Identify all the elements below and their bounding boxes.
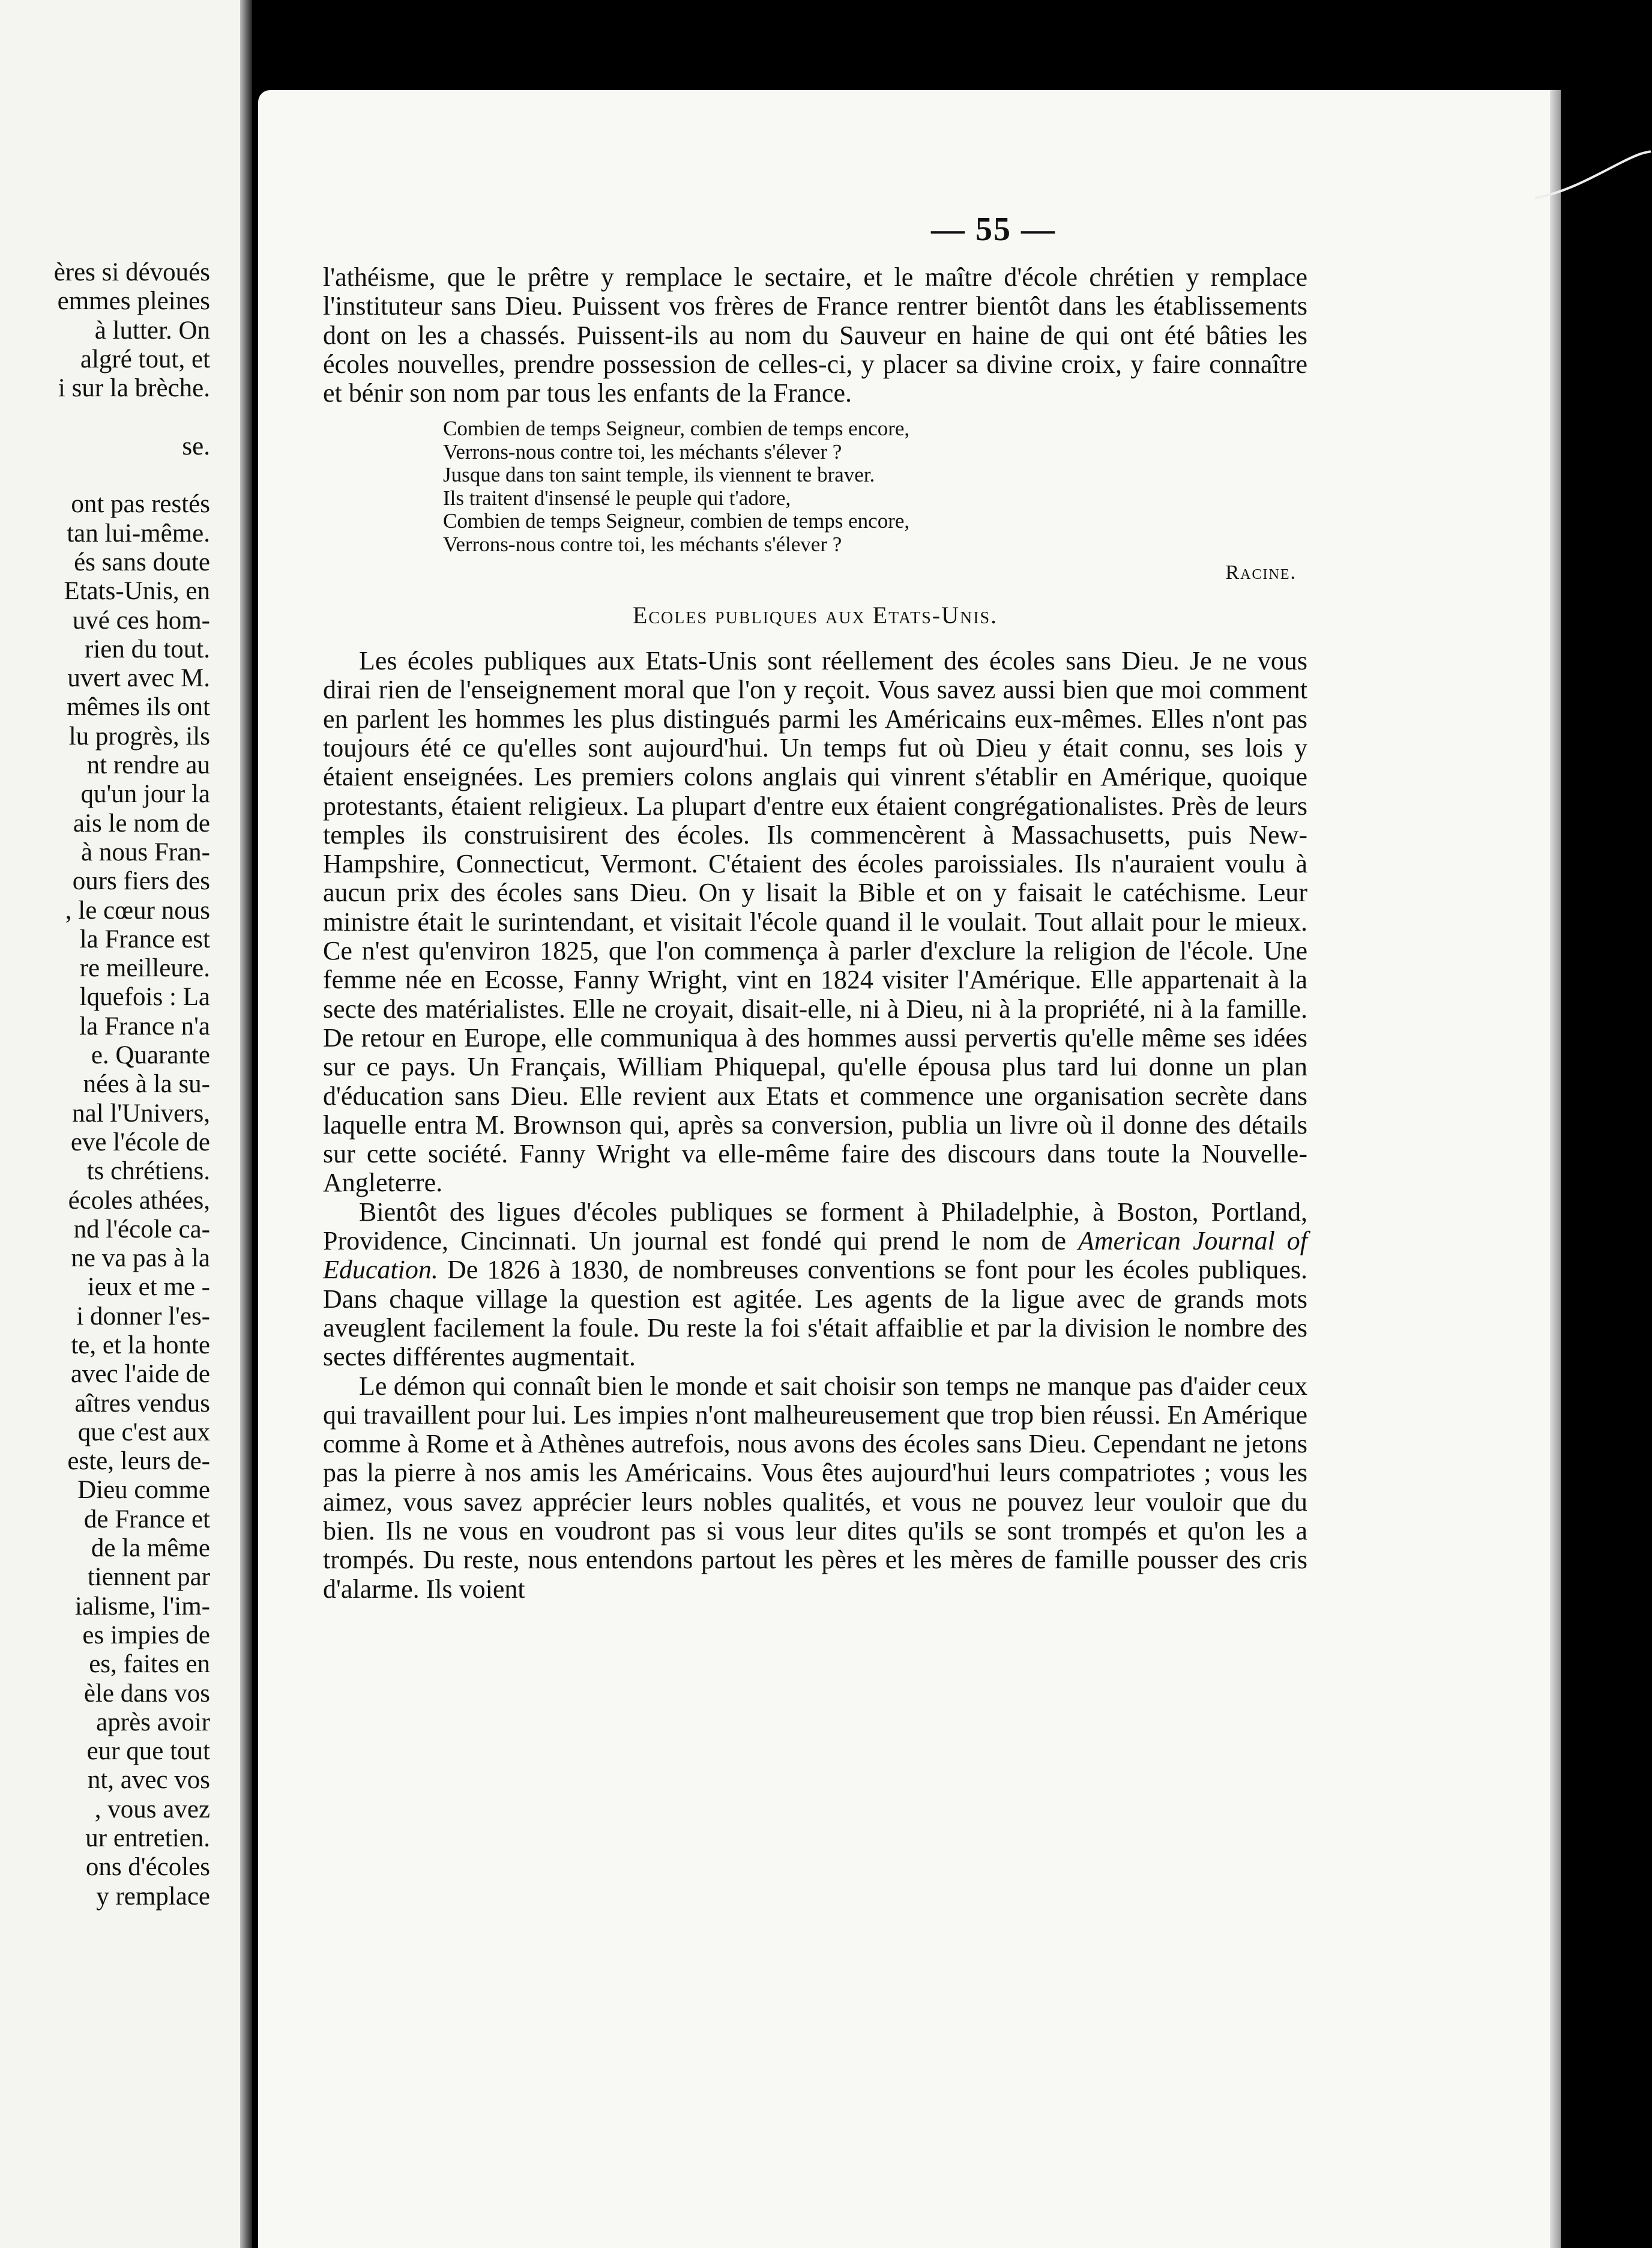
left-page-line: este, leurs de- [67, 1447, 210, 1476]
page-body [323, 263, 1307, 1604]
left-page-line: rien du tout. [85, 635, 210, 663]
left-page-line: de la même [91, 1534, 210, 1563]
left-page-line: ialisme, l'im- [74, 1592, 210, 1621]
verse-line: Ils traitent d'insensé le peuple qui t'adore, [443, 486, 791, 510]
left-page-line: se. [182, 432, 210, 461]
verse-line: Jusque dans ton saint temple, ils viennent te braver. [443, 463, 875, 487]
left-page-line: que c'est aux [77, 1418, 210, 1446]
left-page-line: te, et la honte [71, 1331, 210, 1359]
left-page-line: qu'un jour la [80, 780, 210, 809]
main-page [258, 90, 1561, 2248]
left-page-line: i donner l'es- [76, 1302, 210, 1331]
left-page-line: ur entretien. [85, 1824, 210, 1853]
left-page-line: és sans doute [74, 548, 210, 576]
left-page-line: Etats-Unis, en [64, 577, 210, 606]
left-page-line: ne va pas à la [71, 1244, 210, 1273]
left-page-line: èle dans vos [83, 1679, 210, 1708]
left-page-line: i sur la brèche. [58, 374, 210, 403]
left-page-line: nt rendre au [86, 751, 210, 780]
paragraph-3-text-cont: De 1826 à 1830, de nombreuses conventions se font pour les écoles publiques. Dans chaque village la question est agitée. Les agents de la ligue avec de grands mots aveuglent facilement la foule. Du reste la foi s'était affaiblie et par la division le nombre des sectes différentes augmentait. [323, 1255, 1307, 1372]
left-page-line: ieux et me - [87, 1273, 210, 1302]
left-page-line: écoles athées, [68, 1186, 210, 1215]
left-page-line: mêmes ils ont [67, 693, 210, 722]
left-page-line: aîtres vendus [74, 1389, 210, 1418]
paragraph-4: Le démon qui connaît bien le monde et sait choisir son temps ne manque pas d'aider ceux qui travaillent pour lui. Les impies n'ont malheureusement que trop bien réussi. En Amérique comme à Rome et à Athènes autrefois, nous avons des écoles sans Dieu. Cependant ne jetons pas la pierre à nos amis les Américains. Vous êtes aujourd'hui leurs compatriotes ; vous les aimez, vous savez apprécier leurs nobles qualités, et vous ne pouvez leur vouloir que du bien. Ils ne vous en voudront pas si vous leur dites qu'ils se sont trompés et qu'on les a trompés. Du reste, nous entendons partout les pères et les mères de famille pousser des cris d'alarme. Ils voient [323, 1371, 1307, 1604]
left-page-line: lu progrès, ils [68, 722, 210, 751]
left-page-line: , vous avez [94, 1795, 210, 1823]
left-page-line: nd l'école ca- [73, 1215, 210, 1243]
left-page-line: y remplace [96, 1882, 210, 1911]
left-page-line: ères si dévoués [53, 258, 210, 286]
left-page-text [0, 258, 210, 1911]
page-gutter-shadow [240, 0, 252, 2248]
left-page-line: Dieu comme [77, 1476, 210, 1505]
left-page-line: à nous Fran- [81, 838, 210, 866]
verse-line: Combien de temps Seigneur, combien de temps encore, [443, 509, 910, 533]
left-page-line: tan lui-même. [67, 519, 210, 548]
left-page-line: ts chrétiens. [86, 1157, 210, 1186]
paragraph-3-text: Bientôt des ligues d'écoles publiques se forment à Philadelphie, à Boston, Portland, Providence, Cincinnati. Un journal est fondé qui prend le nom de [323, 1197, 1307, 1256]
paragraph-2: Les écoles publiques aux Etats-Unis sont réellement des écoles sans Dieu. Je ne vous dirai rien de l'enseignement moral que l'on y reçoit. Vous savez aussi bien que moi comment en parlent les hommes les plus distingués parmi les Américains eux-mêmes. Elles n'ont pas toujours été ce qu'elles sont aujourd'hui. Un temps fut où Dieu y était connu, ses lois y étaient enseignées. Les premiers colons anglais qui vinrent s'établir en Amérique, quoique protestants, étaient religieux. La plupart d'entre eux étaient congrégationalistes. Près de leurs temples ils construisirent des écoles. Ils commencèrent à Massachusetts, puis New-Hampshire, Connecticut, Vermont. C'étaient des écoles paroissiales. Ils n'auraient voulu à aucun prix des écoles sans Dieu. On y lisait la Bible et on y faisait le catéchisme. Leur ministre était le surintendant, et visitait l'école quand il le voulait. Tout allait pour le mieux. Ce n'est qu'environ 1825, que l'on commença à parler d'exclure la religion de l'école. Une femme née en Ecosse, Fanny Wright, vint en 1824 visiter l'Amérique. Elle appartenait à la secte des matérialistes. Elle ne croyait, disait-elle, ni à Dieu, ni à la propriété, ni à la famille. De retour en Europe, elle communiqua à des hommes aussi pervertis qu'elle même ses idées sur ce pays. Un Français, William Phiquepal, qu'elle épousa plus tard lui donne un plan d'éducation sans Dieu. Elle revient aux Etats et commence une organisation secrète dans laquelle entra M. Brownson qui, après sa conversion, publia un livre où il donne des détails sur cette société. Fanny Wright va elle-même faire des discours dans toute la Nouvelle-Angleterre. [323, 646, 1307, 1198]
left-page-line: es, faites en [89, 1650, 210, 1679]
left-page-line: uvé ces hom- [72, 606, 210, 635]
left-page-line: eur que tout [86, 1737, 210, 1766]
left-page-line [0, 461, 210, 490]
left-page-line: ons d'écoles [85, 1853, 210, 1882]
left-page-line: la France n'a [79, 1012, 210, 1041]
verse-author: Racine. [1225, 561, 1297, 584]
left-page-line: , le cœur nous [65, 896, 210, 925]
page-edge [1550, 90, 1561, 2248]
left-page-line: ours fiers des [72, 867, 210, 896]
verse-line: Verrons-nous contre toi, les méchants s'élever ? [443, 532, 842, 556]
left-page-fragment [0, 0, 252, 2248]
left-page-line: ont pas restés [71, 490, 210, 519]
left-page-line: la France est [79, 925, 210, 953]
left-page-line: nal l'Univers, [72, 1099, 210, 1128]
left-page-line: es impies de [82, 1621, 210, 1649]
verse-line: Verrons-nous contre toi, les méchants s'élever ? [443, 440, 842, 464]
left-page-line: nt, avec vos [87, 1766, 210, 1795]
left-page-line: de France et [83, 1505, 210, 1533]
left-page-line: lquefois : La [79, 983, 210, 1012]
left-page-line: nées à la su- [83, 1070, 210, 1099]
left-page-line: uvert avec M. [67, 664, 210, 693]
left-page-line: e. Quarante [91, 1041, 210, 1070]
left-page-line: après avoir [96, 1708, 210, 1736]
verse-quote [443, 417, 1307, 556]
left-page-line: tiennent par [87, 1563, 210, 1592]
left-page-line: algré tout, et [80, 345, 210, 373]
verse-line: Combien de temps Seigneur, combien de temps encore, [443, 417, 910, 441]
left-page-line: avec l'aide de [70, 1360, 210, 1389]
journal-title: American Journal of Education. [323, 1226, 1307, 1285]
left-page-line: ais le nom de [73, 809, 210, 838]
margin-mark [1532, 150, 1652, 204]
left-page-line: à lutter. On [94, 316, 210, 345]
left-page-line [0, 403, 210, 432]
section-heading: Ecoles publiques aux Etats-Unis. [632, 601, 998, 629]
left-page-line: re meilleure. [79, 954, 210, 983]
left-page-line: emmes pleines [57, 287, 210, 316]
left-page-line: eve l'école de [70, 1128, 210, 1156]
paragraph-1: l'athéisme, que le prêtre y remplace le sectaire, et le maître d'école chrétien y remplace l'instituteur sans Dieu. Puissent vos frères de France rentrer bientôt dans les établissements dont on les a chassés. Puissent-ils au nom du Sauveur en haine de qui ont été bâties les écoles nouvelles, prendre possession de celles-ci, y placer sa divine croix, y faire connaître et bénir son nom par tous les enfants de la France. [323, 262, 1307, 408]
page-number: — 55 — [931, 211, 1056, 248]
paragraph-3 [323, 1198, 1307, 1372]
